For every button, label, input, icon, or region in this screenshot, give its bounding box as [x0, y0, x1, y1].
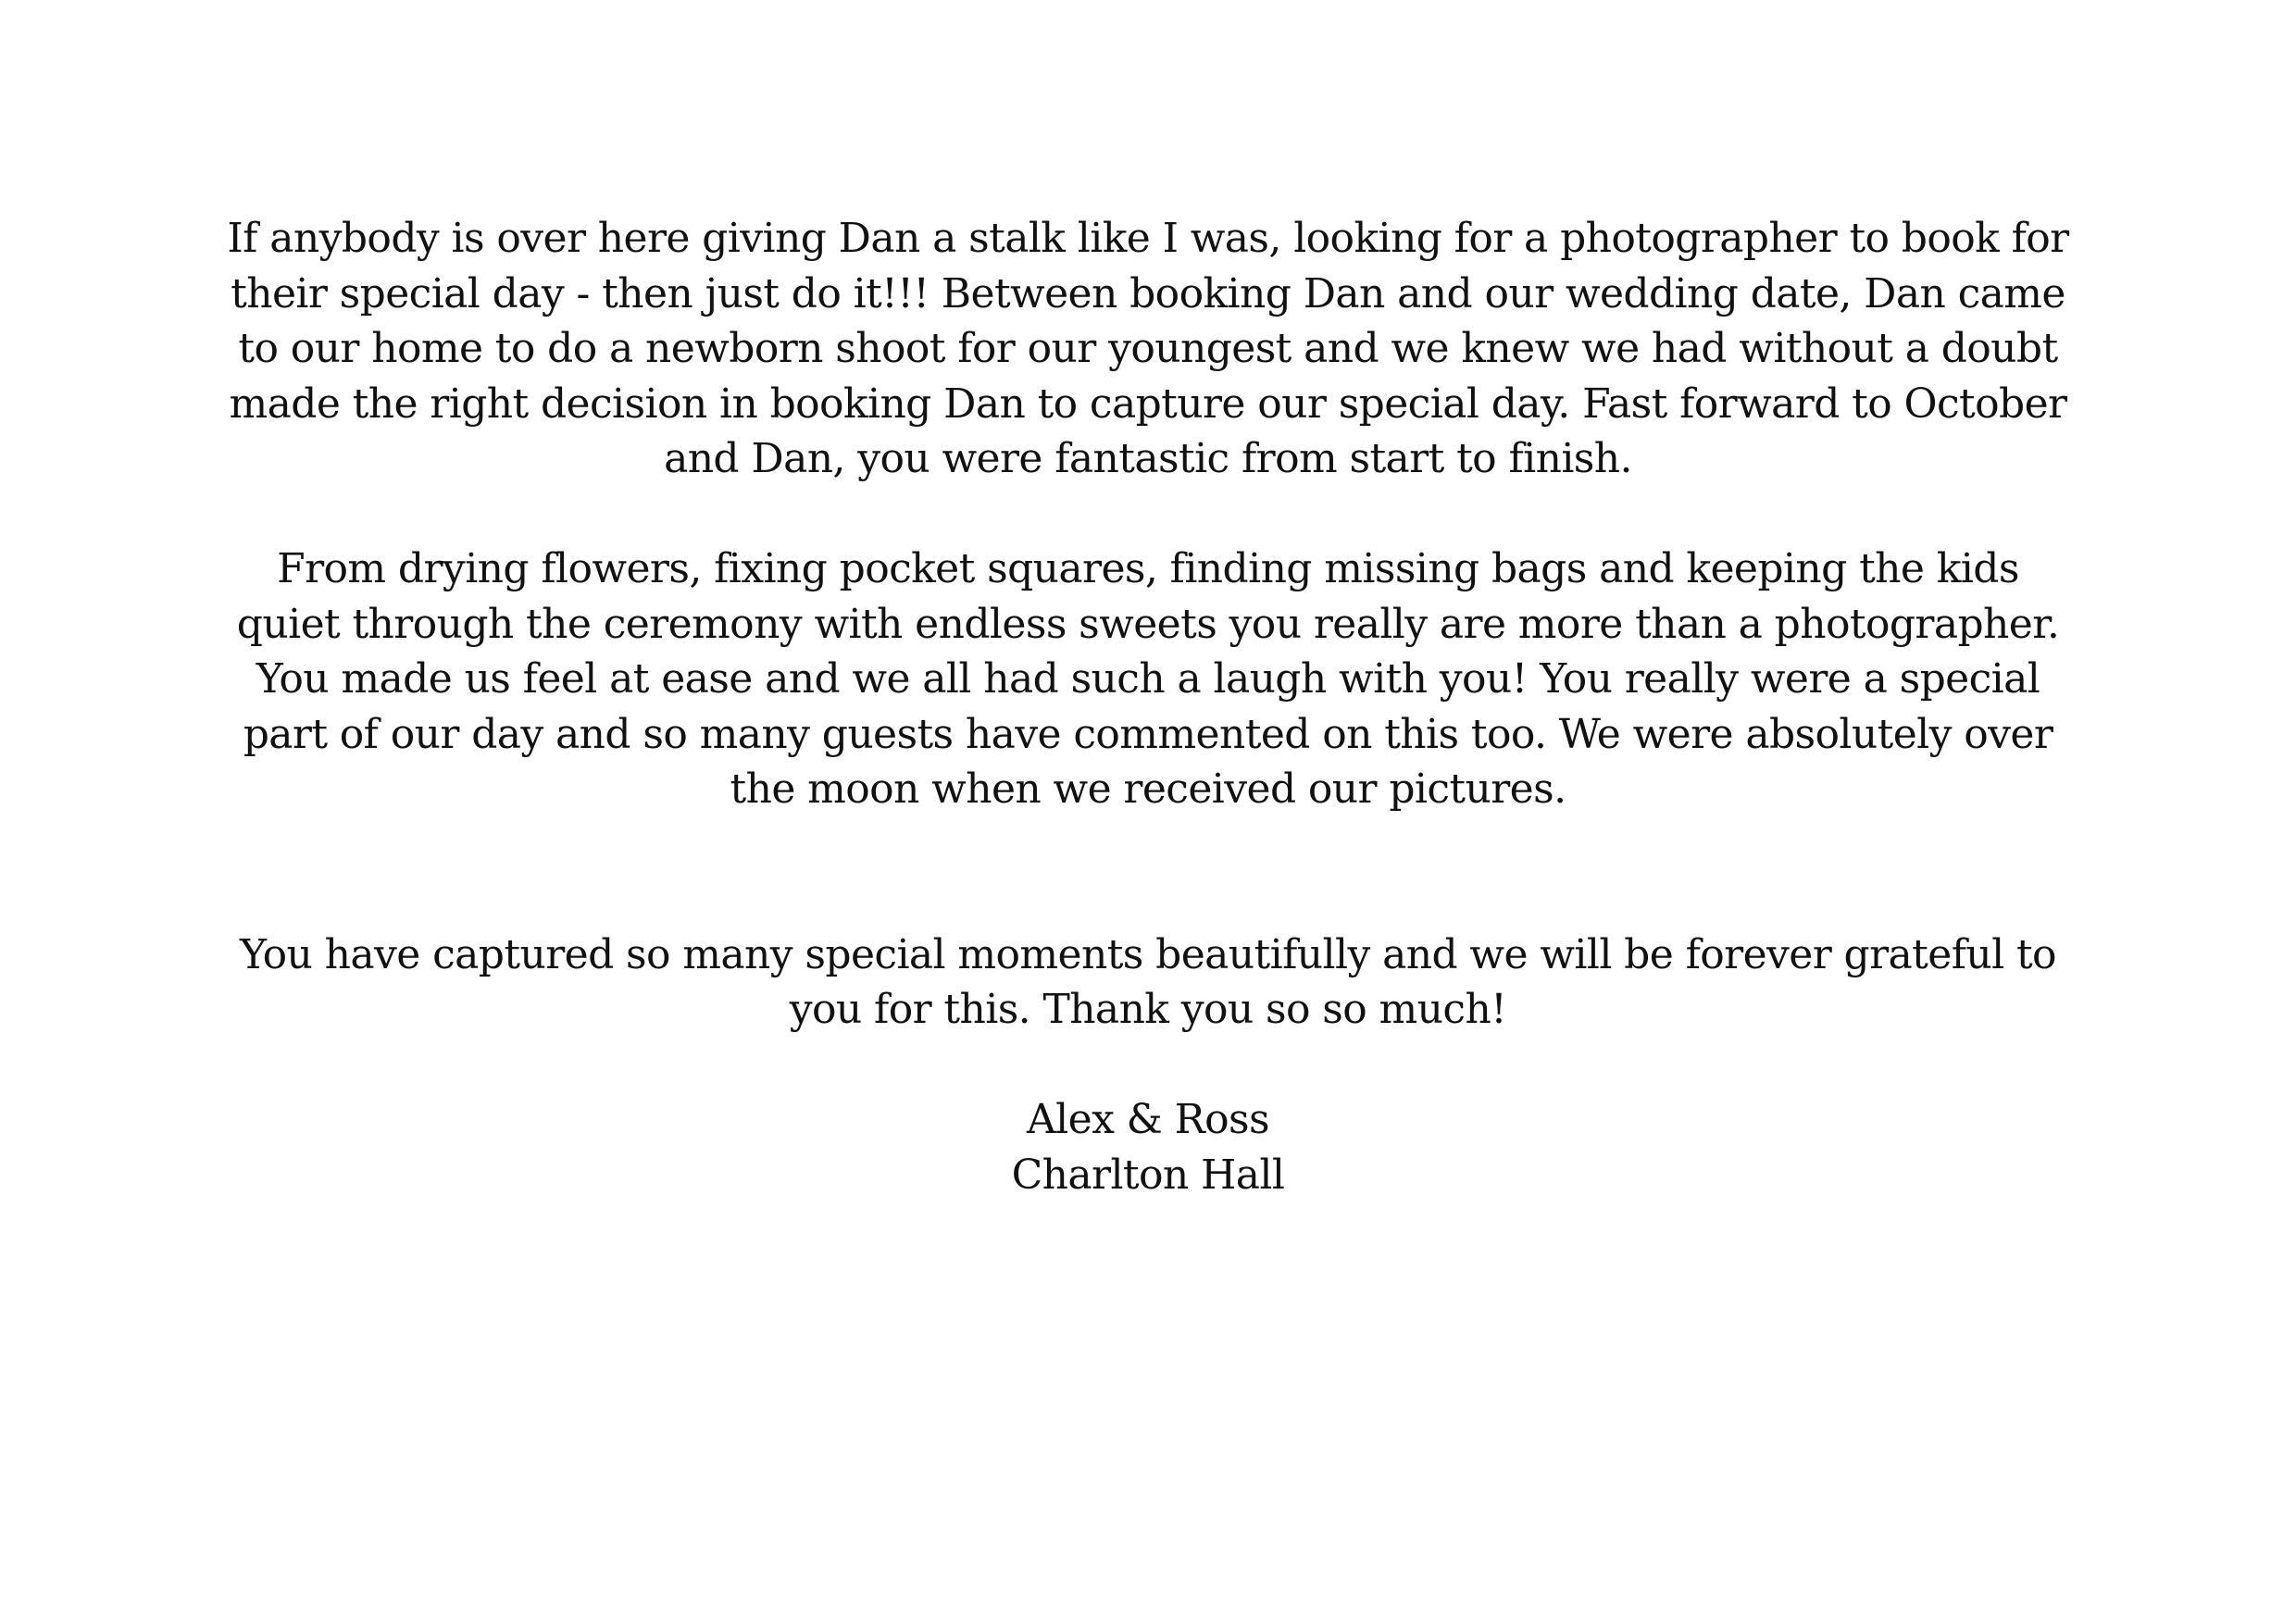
- testimonial-paragraph-1: If anybody is over here giving Dan a stalk like I was, looking for a photographer to book for their special day - then just do it!!! Between booking Dan and our wedding date, Dan came to our home to do a newborn shoot for our youngest and we knew we had without a doubt made the right decision in booking Dan to capture our special day. Fast forward to October and Dan, you were fantastic from start to finish.: [227, 215, 2069, 482]
- testimonial-paragraph-2: From drying flowers, fixing pocket squares, finding missing bags and keeping the kids quiet through the ceremony with endless sweets you really are more than a photographer. You made us feel at ease and we all had such a laugh with you! You really were a special part of our day and so many guests have commented on this too. We were absolutely over the moon when we received our pictures.: [236, 545, 2060, 813]
- signature-venue: Charlton Hall: [1011, 1151, 1285, 1199]
- testimonial-paragraph-3: You have captured so many special moments beautifully and we will be forever grateful to you for this. Thank you so so much!: [240, 930, 2056, 1033]
- signature-names: Alex & Ross: [1026, 1096, 1270, 1143]
- testimonial-text-block: [222, 211, 2074, 1202]
- signature: [222, 1092, 2074, 1202]
